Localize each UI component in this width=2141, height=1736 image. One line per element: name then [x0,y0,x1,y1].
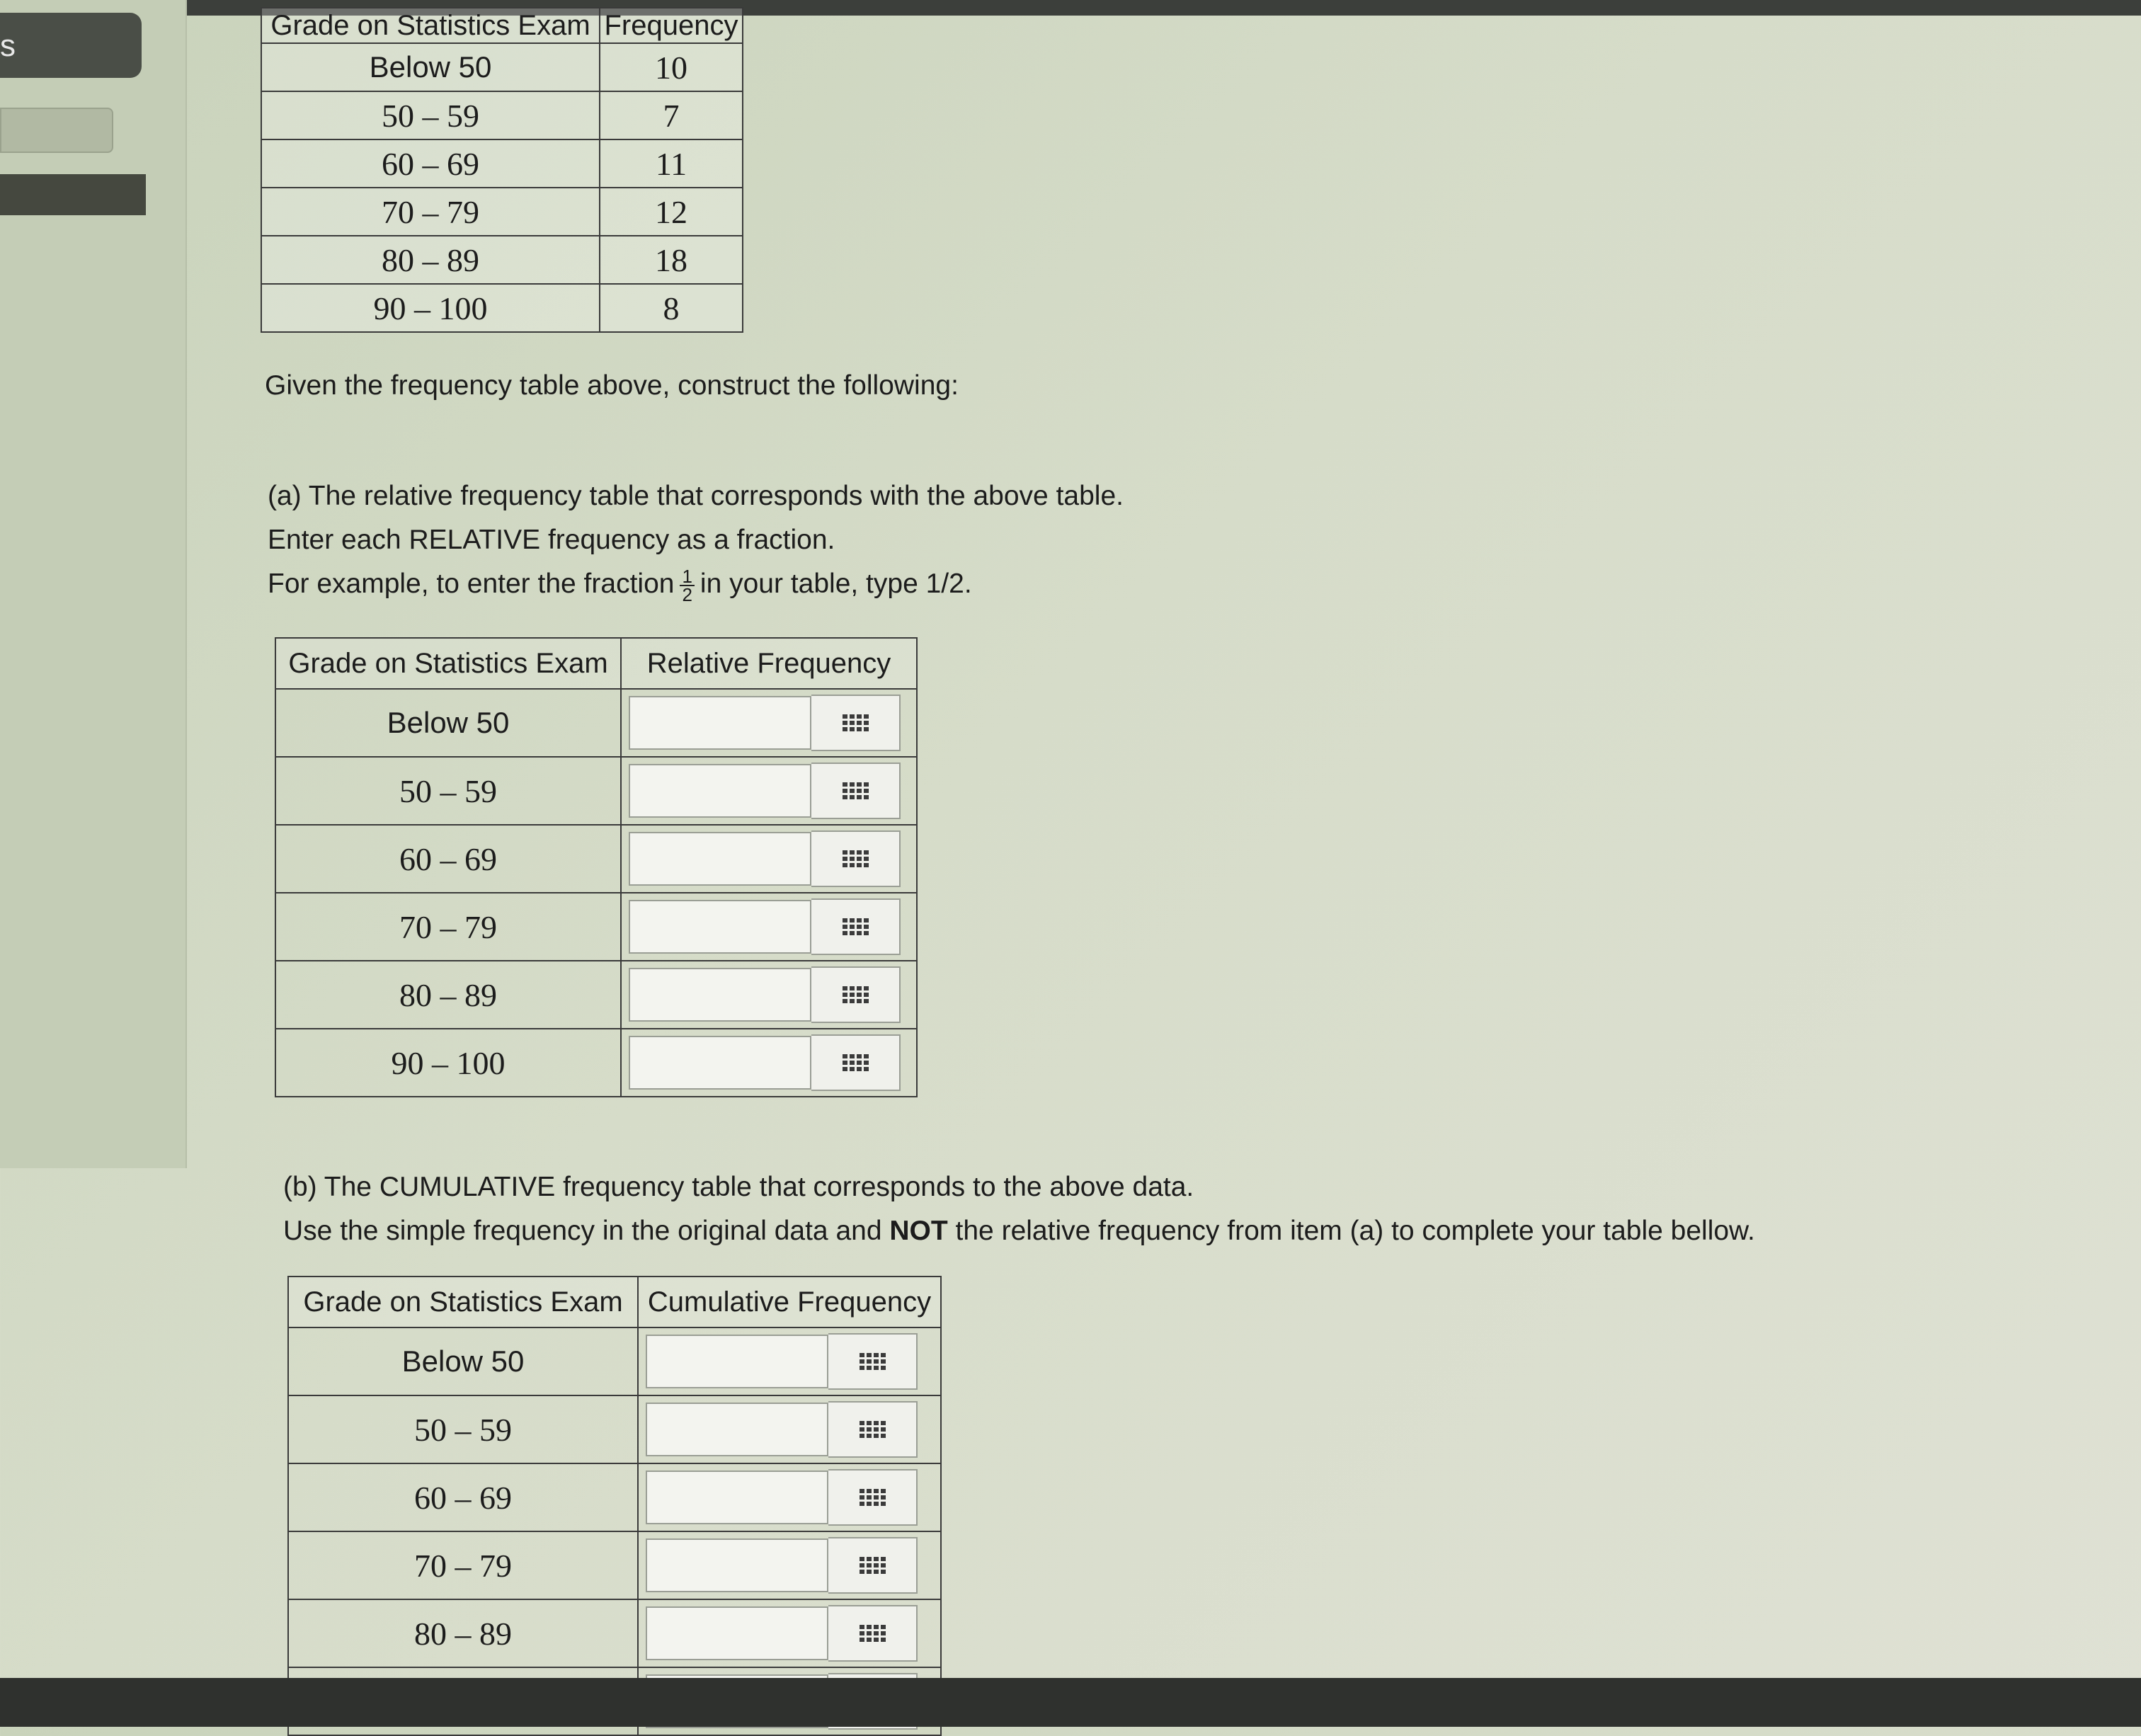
table-row [261,188,743,236]
grid-keypad-icon[interactable] [828,1605,918,1662]
grid-keypad-icon[interactable] [811,763,901,819]
grid-keypad-icon[interactable] [811,1034,901,1091]
grid-keypad-icon[interactable] [828,1469,918,1526]
table-row [261,91,743,139]
part-a-line3 [268,562,1124,606]
grade-cell: 60 – 69 [275,825,621,893]
answer-cell [621,689,917,757]
sidebar-button-label: s [0,28,16,63]
table-row [275,893,917,961]
part-a-line1: (a) The relative frequency table that corresponds with the above table. [268,481,1124,511]
grade-cell: 60 – 69 [261,139,600,188]
grade-cell: 80 – 89 [288,1599,638,1667]
fraction-example [680,565,694,605]
part-b-line2-pre: Use the simple frequency in the original data and [283,1216,882,1246]
part-a-line3-pre: For example, to enter the fraction [268,569,675,599]
grid-keypad-icon[interactable] [811,966,901,1023]
grade-cell: Below 50 [261,43,600,91]
grade-cell: 70 – 79 [288,1531,638,1599]
table-row [261,284,743,332]
grade-cell: 70 – 79 [275,893,621,961]
frequency-cell: 8 [600,284,743,332]
header-cumulative-frequency: Cumulative Frequency [638,1277,941,1327]
part-a-line2: Enter each RELATIVE frequency as a fraction. [268,525,835,555]
part-b-instructions [283,1165,1755,1253]
answer-cell [638,1599,941,1667]
answer-cell [638,1395,941,1463]
part-a-line3-post: in your table, type 1/2. [700,569,972,599]
relative-frequency-input[interactable] [629,696,811,750]
instruction-text: Given the frequency table above, construct the following: [265,370,959,401]
sidebar-field[interactable] [0,108,113,153]
answer-cell [621,1029,917,1097]
table-row [275,961,917,1029]
grade-cell: Below 50 [288,1327,638,1395]
frequency-cell: 10 [600,43,743,91]
part-a-instructions [268,474,1124,606]
screen-bezel [0,1678,2141,1727]
table-header-row [288,1277,941,1327]
relative-frequency-table [275,637,918,1097]
table-row [288,1531,941,1599]
frequency-cell: 11 [600,139,743,188]
table-row [288,1463,941,1531]
grid-keypad-icon[interactable] [828,1401,918,1458]
fraction-denominator: 2 [682,583,692,605]
table-row [261,236,743,284]
frequency-cell: 7 [600,91,743,139]
grade-cell: 80 – 89 [275,961,621,1029]
cumulative-frequency-input[interactable] [646,1335,828,1388]
table-row [275,689,917,757]
sidebar-button[interactable] [0,13,142,78]
cumulative-frequency-input[interactable] [646,1538,828,1592]
relative-frequency-input[interactable] [629,764,811,818]
part-b-line1: (b) The CUMULATIVE frequency table that corresponds to the above data. [283,1172,1194,1202]
grade-cell: 50 – 59 [288,1395,638,1463]
table-row [275,825,917,893]
grade-cell: 80 – 89 [261,236,600,284]
table-row [288,1599,941,1667]
header-frequency: Frequency [600,8,743,43]
grid-keypad-icon[interactable] [811,695,901,751]
answer-cell [638,1531,941,1599]
answer-cell [621,961,917,1029]
answer-cell [638,1327,941,1395]
source-frequency-table [261,7,743,333]
grade-cell: 90 – 100 [275,1029,621,1097]
part-b-line2-bold: NOT [889,1216,948,1246]
header-relative-frequency: Relative Frequency [621,638,917,689]
part-b-line2 [283,1209,1755,1253]
relative-frequency-input[interactable] [629,1036,811,1090]
fraction-numerator: 1 [680,568,694,586]
frequency-cell: 18 [600,236,743,284]
header-grade: Grade on Statistics Exam [288,1277,638,1327]
cumulative-frequency-input[interactable] [646,1471,828,1524]
relative-frequency-input[interactable] [629,900,811,954]
grade-cell: 50 – 59 [261,91,600,139]
sidebar [0,0,187,1168]
grade-cell: 50 – 59 [275,757,621,825]
grid-keypad-icon[interactable] [811,830,901,887]
grade-cell: 60 – 69 [288,1463,638,1531]
relative-frequency-input[interactable] [629,968,811,1022]
table-row [288,1327,941,1395]
frequency-cell: 12 [600,188,743,236]
answer-cell [638,1463,941,1531]
table-row [275,757,917,825]
header-grade: Grade on Statistics Exam [275,638,621,689]
answer-cell [621,825,917,893]
answer-cell [621,757,917,825]
cumulative-frequency-table [287,1276,942,1736]
grade-cell: 90 – 100 [261,284,600,332]
table-row [261,139,743,188]
relative-frequency-input[interactable] [629,832,811,886]
cumulative-frequency-input[interactable] [646,1403,828,1456]
answer-cell [621,893,917,961]
table-header-row [261,8,743,43]
table-row [288,1395,941,1463]
table-row [275,1029,917,1097]
grid-keypad-icon[interactable] [811,898,901,955]
sidebar-active-item[interactable] [0,174,146,215]
grade-cell: 70 – 79 [261,188,600,236]
cumulative-frequency-input[interactable] [646,1606,828,1660]
grade-cell: Below 50 [275,689,621,757]
header-grade: Grade on Statistics Exam [261,8,600,43]
grid-keypad-icon[interactable] [828,1537,918,1594]
table-header-row [275,638,917,689]
question-content [248,0,2124,1678]
grid-keypad-icon[interactable] [828,1333,918,1390]
table-row [261,43,743,91]
part-b-line2-post: the relative frequency from item (a) to complete your table bellow. [955,1216,1755,1246]
